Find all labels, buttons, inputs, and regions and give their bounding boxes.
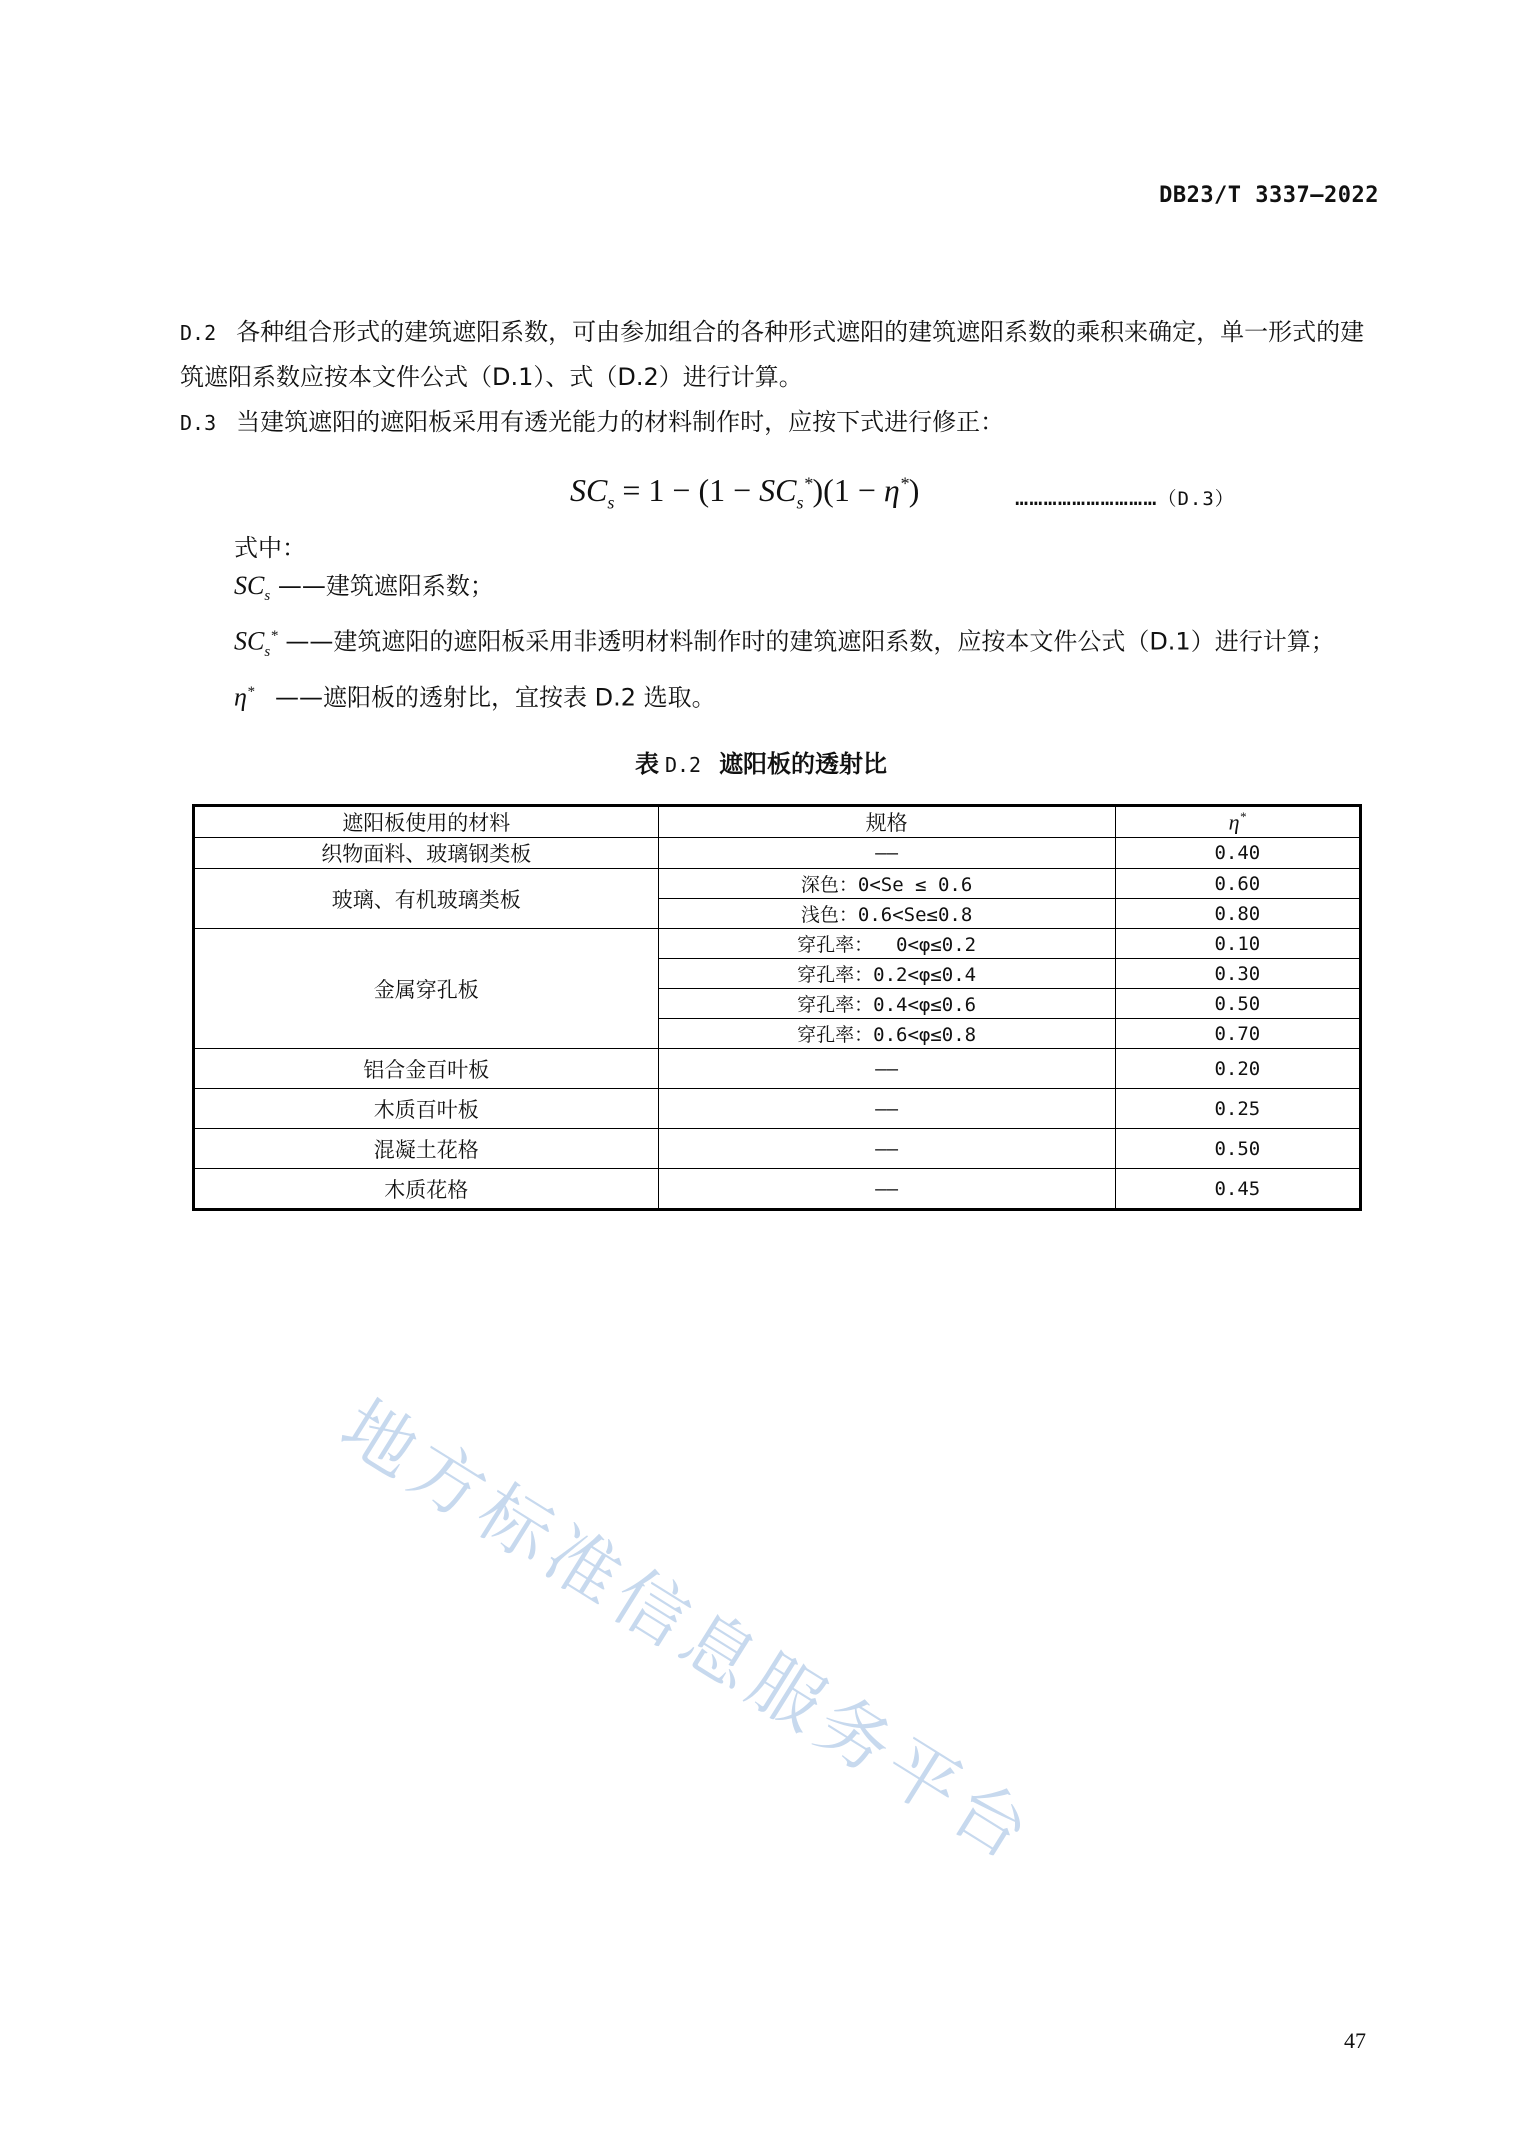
watermark: 地方标准信息服务平台 [327, 1383, 1050, 1879]
table-title-prefix: 表 [634, 750, 659, 778]
cell-material: 金属穿孔板 [194, 929, 659, 1049]
symbol-definitions [180, 566, 1380, 718]
cell-spec: —— [658, 1049, 1115, 1089]
cell-value: 0.20 [1115, 1049, 1360, 1089]
cell-value: 0.30 [1115, 959, 1360, 989]
table-row [194, 1129, 1361, 1169]
cell-material: 木质百叶板 [194, 1089, 659, 1129]
definition-text: ——建筑遮阳系数； [277, 572, 494, 600]
cell-material: 铝合金百叶板 [194, 1049, 659, 1089]
transmittance-table [192, 804, 1362, 1211]
cell-material: 木质花格 [194, 1169, 659, 1210]
cell-spec: 深色：0<Se ≤ 0.6 [658, 869, 1115, 899]
table-row [194, 1169, 1361, 1210]
clause-d3 [180, 400, 1380, 445]
cell-value: 0.10 [1115, 929, 1360, 959]
table-title-code: D.2 [664, 753, 702, 777]
header-eta: η* [1115, 806, 1360, 838]
leader-dots: ………………………… [1015, 486, 1158, 511]
table-title [0, 744, 1522, 779]
page-number: 47 [1344, 2028, 1366, 2053]
cell-spec: —— [658, 838, 1115, 869]
definition-text: ——建筑遮阳的遮阳板采用非透明材料制作时的建筑遮阳系数，应按本文件公式（D.1）进行计算； [285, 627, 1335, 656]
standard-code: DB23/T 3337—2022 [1159, 183, 1379, 208]
clause-text: 各种组合形式的建筑遮阳系数，可由参加组合的各种形式遮阳的建筑遮阳系数的乘积来确定，单一形式的建筑遮阳系数应按本文件公式（D.1）、式（D.2）进行计算。 [180, 318, 1365, 391]
table-header-row [194, 806, 1361, 838]
clause-number: D.2 [180, 321, 217, 345]
symbol-eta-star: η* [234, 682, 255, 712]
cell-spec: 穿孔率：0.6<φ≤0.8 [658, 1019, 1115, 1049]
table-row [194, 1049, 1361, 1089]
table-row [194, 869, 1361, 899]
cell-spec: 穿孔率：0.4<φ≤0.6 [658, 989, 1115, 1019]
cell-spec: —— [658, 1089, 1115, 1129]
cell-value: 0.50 [1115, 1129, 1360, 1169]
cell-value: 0.50 [1115, 989, 1360, 1019]
cell-value: 0.70 [1115, 1019, 1360, 1049]
symbol-sc-s: $SC_s$ [234, 571, 271, 605]
definition-text: ——遮阳板的透射比，宜按表 D.2 选取。 [275, 683, 716, 712]
clause-text: 当建筑遮阳的遮阳板采用有透光能力的材料制作时，应按下式进行修正： [236, 408, 1005, 436]
table-row [194, 838, 1361, 869]
cell-value: 0.25 [1115, 1089, 1360, 1129]
table-title-text: 遮阳板的透射比 [719, 750, 888, 778]
header-spec: 规格 [658, 806, 1115, 838]
definition-eta-star [180, 672, 1380, 718]
table-row [194, 1089, 1361, 1129]
cell-value: 0.45 [1115, 1169, 1360, 1210]
clause-number: D.3 [180, 411, 217, 435]
formula-d3: $SC_s = 1 - (1 - SC_s^*)(1 - \eta^*)$ [570, 472, 920, 513]
clause-d2 [180, 310, 1380, 399]
definition-sc-s [180, 566, 1380, 616]
cell-material: 织物面料、玻璃钢类板 [194, 838, 659, 869]
where-label: 式中： [234, 534, 306, 562]
cell-material: 玻璃、有机玻璃类板 [194, 869, 659, 929]
definition-sc-s-star [180, 616, 1380, 672]
cell-spec: —— [658, 1169, 1115, 1210]
header-material: 遮阳板使用的材料 [194, 806, 659, 838]
cell-material: 混凝土花格 [194, 1129, 659, 1169]
cell-value: 0.80 [1115, 899, 1360, 929]
symbol-sc-s-star: $SC_s^*$ [234, 626, 278, 661]
cell-spec: —— [658, 1129, 1115, 1169]
cell-value: 0.60 [1115, 869, 1360, 899]
cell-spec: 浅色：0.6<Se≤0.8 [658, 899, 1115, 929]
cell-spec: 穿孔率： 0<φ≤0.2 [658, 929, 1115, 959]
cell-value: 0.40 [1115, 838, 1360, 869]
table-row [194, 929, 1361, 959]
equation-leader [1015, 484, 1235, 511]
equation-number: （D.3） [1157, 488, 1235, 510]
cell-spec: 穿孔率：0.2<φ≤0.4 [658, 959, 1115, 989]
